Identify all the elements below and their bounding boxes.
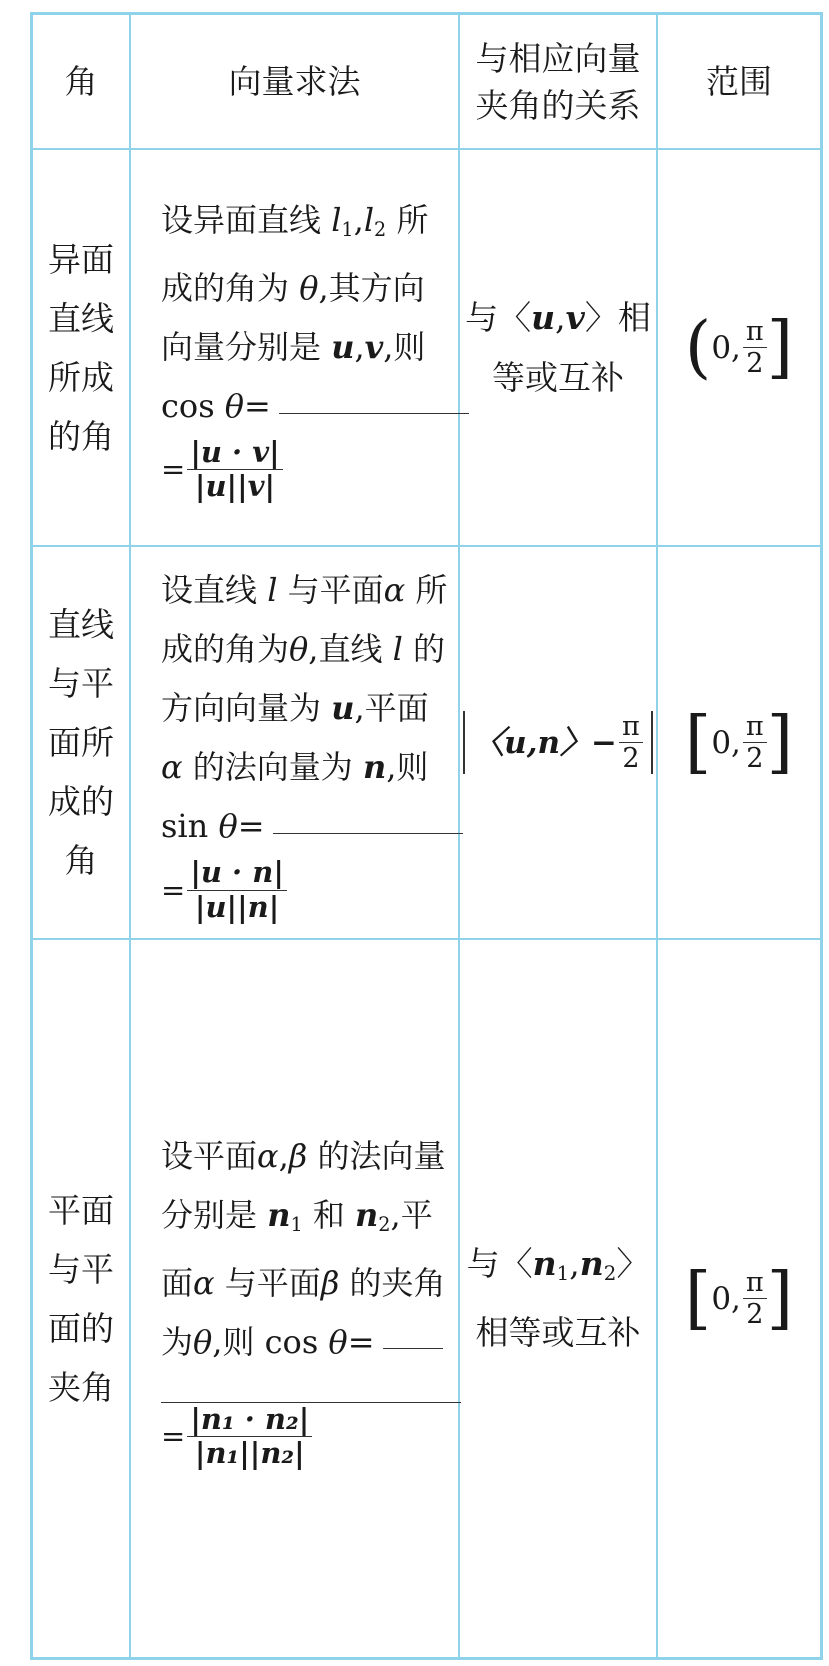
row2-label-line: 成的 xyxy=(48,782,114,821)
row2-method-line5: sin θ= xyxy=(161,797,463,856)
header-relation-line1: 与相应向量 xyxy=(475,38,641,78)
row3-relation-line1: 与〈$n_1,n_2$〉 xyxy=(466,1243,650,1285)
row2-label-line: 面所 xyxy=(48,723,114,762)
row1-label-line: 所成 xyxy=(48,357,114,397)
answer-blank xyxy=(279,411,469,414)
row3-label-line: 平面 xyxy=(48,1190,114,1230)
header-angle-text: 角 xyxy=(64,62,98,101)
row3-relation xyxy=(460,940,656,1657)
row3-relation-line2: 相等或互补 xyxy=(475,1313,641,1353)
row2-formula: = $\frac{|u \cdot n|}{|u||n|}$ xyxy=(161,856,287,924)
row2-relation xyxy=(460,547,656,938)
row1-method-line3: 向量分别是 u,v,则 xyxy=(161,328,426,367)
row1-label xyxy=(33,150,129,545)
row1-range xyxy=(658,150,820,545)
row2-formula-numerator: |u · n| xyxy=(187,856,287,890)
row2-label xyxy=(33,547,129,938)
header-method-text: 向量求法 xyxy=(228,62,361,101)
row1-method-line4: cos θ= xyxy=(161,377,469,436)
row3-range xyxy=(658,940,820,1657)
angle-formula-table xyxy=(30,12,823,1660)
row1-method xyxy=(131,150,458,545)
row2-label-line: 角 xyxy=(64,841,98,880)
row2-label-line: 与平 xyxy=(48,664,114,703)
answer-blank xyxy=(273,831,463,834)
header-range xyxy=(658,15,820,148)
row1-relation xyxy=(460,150,656,545)
row3-label xyxy=(33,940,129,1657)
row2-method xyxy=(131,547,458,938)
row3-label-line: 夹角 xyxy=(48,1367,114,1407)
row2-method-line3: 方向向量为 u,平面 xyxy=(161,689,429,728)
row2-method-line4: α 的法向量为 n,则 xyxy=(161,748,429,787)
answer-blank xyxy=(161,1372,461,1403)
row2-method-line2: 成的角为θ,直线 l 的 xyxy=(161,630,446,669)
row1-formula-numerator: |u · v| xyxy=(187,436,282,470)
row3-method-line4: 为θ,则 cos θ= xyxy=(161,1313,443,1372)
row1-label-line: 的角 xyxy=(48,416,114,456)
header-method xyxy=(131,15,458,148)
header-range-text: 范围 xyxy=(706,62,772,101)
row1-label-line: 异面 xyxy=(48,239,114,279)
row3-label-line: 面的 xyxy=(48,1308,114,1348)
header-relation xyxy=(460,15,656,148)
row3-formula-numerator: |n₁ · n₂| xyxy=(187,1403,312,1437)
row1-method-line2: 成的角为 θ,其方向 xyxy=(161,269,425,308)
row2-label-line: 直线 xyxy=(48,605,114,644)
row1-label-line: 直线 xyxy=(48,298,114,338)
row3-method-line1: 设平面α,β 的法向量 xyxy=(161,1136,446,1175)
row3-method xyxy=(131,940,458,1657)
row2-method-line1: 设直线 l 与平面α 所 xyxy=(161,571,448,610)
row2-range xyxy=(658,547,820,938)
row1-method-line1: 设异面直线 $l_1,l_2$ 所 xyxy=(161,201,429,242)
row1-relation-line2: 等或互补 xyxy=(492,357,624,397)
row1-formula-denominator: |u||v| xyxy=(194,469,276,504)
row3-method-line3: 面α 与平面β 的夹角 xyxy=(161,1263,446,1302)
row3-formula-denominator: |n₁||n₂| xyxy=(194,1435,305,1470)
row1-formula: = $\frac{|u \cdot v|}{|u||v|}$ xyxy=(161,436,283,504)
row1-relation-line1: 与〈u,v〉相 xyxy=(465,297,651,337)
range-interval: [ 0, $\frac{\pi}{2}$ ] xyxy=(684,1258,794,1338)
row2-formula-denominator: |u||n| xyxy=(194,889,280,924)
row3-label-line: 与平 xyxy=(48,1249,114,1289)
row3-formula: = $\frac{\text{|n₁ · n₂|}}{\text{|n₁||n₂|}}$ xyxy=(161,1403,312,1471)
answer-blank xyxy=(383,1346,443,1349)
header-relation-line2: 夹角的关系 xyxy=(475,85,641,125)
range-interval: [ 0, $\frac{\pi}{2}$ ] xyxy=(684,702,794,782)
row3-method-line2: 分别是 $n_1$ 和 $n_2$,平 xyxy=(161,1195,433,1236)
range-interval: ( 0, $\frac{\pi}{2}$ ] xyxy=(684,307,794,387)
header-angle xyxy=(33,15,129,148)
row2-relation-expression: 〈u,n〉− $\frac{\pi}{2}$ xyxy=(463,711,653,774)
